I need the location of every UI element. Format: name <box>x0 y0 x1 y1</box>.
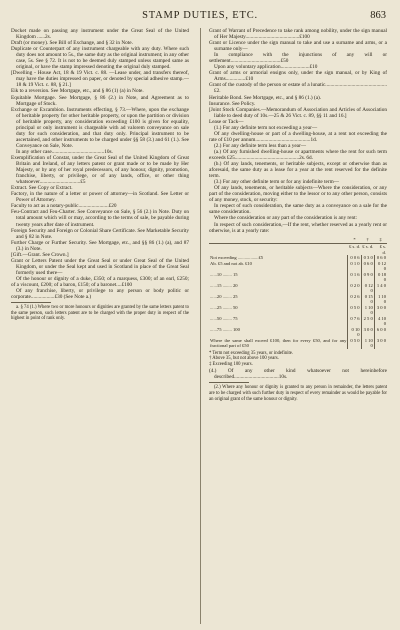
entry: Exemplification of Constat, under the Great Seal of the United Kingdom of Great Britain and Ireland, of any letters patent or grant made or to be made by Her Majesty, or by any of her royal predecessors, of any honour, dignity, promotion, franchise, liberty, or privilege, or of any lands, office, or other thing whatsoever...............................£5 <box>11 154 189 186</box>
row-label: ......10 ........ 15 <box>210 271 238 277</box>
table-row <box>209 338 387 349</box>
cell: 0 9 0 <box>361 272 374 283</box>
entry: In respect of such consideration, the same duty as a conveyance on a sale for the same consideration. <box>209 203 387 216</box>
cell: 0 1 6 <box>348 272 361 283</box>
table-row <box>209 327 387 338</box>
table-row <box>209 316 387 327</box>
entry: (2.) For any definite term less than a year— <box>214 142 306 149</box>
cell: 1 10 0 <box>374 294 387 305</box>
entry: [Dwelling - House Act, 18 & 19 Vict. c. 88. —Lease under, and transfers thereof, may have the duties impressed on paper, or denoted by special adhesive stamp.—18 & 19 Vict. c. 88, § 21.] <box>11 70 189 89</box>
right-column <box>209 28 387 626</box>
cell: 1 4 0 <box>374 283 387 294</box>
table-note: † Above 35, but not above 100 years. <box>209 356 279 362</box>
entry: (b.) Of any lands, tenements, or heritable subjects, except or otherwise than as aforesaid, the same duty as a lease for a year at the rent reserved for the definite term. <box>209 161 387 180</box>
row-label: Where the same shall exceed £100, then for every £50, and for any fractional part of £50 <box>210 337 347 349</box>
entry: Grant of arms or armorial ensigns only, under the sign manual, or by King of Arms...............£10 <box>209 70 387 83</box>
row-label: Ab. £5 and not ab. £10 <box>210 260 252 266</box>
table-row <box>209 261 387 272</box>
entry: Foreign Security and Foreign or Colonial Share Certificate. See Marketable Security and § 82 in Note. <box>11 227 189 240</box>
table-header-row <box>209 236 387 244</box>
entry: Of the honour or dignity of a duke, £350; of a marquess, £300; of an earl, £250; of a viscount, £200; of a baron, £150; of a baronet....£100 <box>11 275 189 288</box>
entry: Extract. See Copy or Extract. <box>11 185 73 192</box>
entry: Factory, in the nature of a letter or power of attorney—in Scotland. See Letter or Power of Attorney. <box>11 191 189 204</box>
left-column <box>11 28 189 626</box>
cell: 0 3 0 <box>361 255 374 261</box>
unit-cell: £ s. d. <box>379 244 386 255</box>
entry: Where the consideration or any part of the consideration is any rent: <box>214 215 358 222</box>
entry: Exchange or Excambion. Instruments effecting, § 73.—Where, upon the exchange of heritable property for other heritable property, or upon the partition or division of heritable property, any consideration exceeding £100 is given for equality, principal or only instrument is chargeable with ad valorem conveyance on sale duty for such consideration, and that duty only. Principal instrument to be ascertained, and other instruments to be charged under §§ 58 (3.) and 61 (1.). See Conveyance on Sale, Note. <box>11 106 189 149</box>
entry: Equitable Mortgage. See Mortgage, § 86 (2.) in Note, and Agreement as to Mortgage of Stock. <box>11 94 189 107</box>
entry: [Joint Stock Companies.—Memorandum of Association and Articles of Association liable to deed duty of 10s.—25 & 26 Vict. c. 89, §§ 11 and 16.] <box>209 106 387 119</box>
entry: Draft (or money). See Bill of Exchange, and § 32 in Note. <box>11 40 133 47</box>
entry: Upon any voluntary application......................£10 <box>214 64 318 71</box>
entry: [Gift.—Grant. See Crown.] <box>11 251 69 258</box>
entry: In any other case........................................10s. <box>16 148 113 155</box>
cell: 4 10 0 <box>374 316 387 327</box>
table-unit-row <box>209 244 387 256</box>
footnote-rule <box>11 302 51 303</box>
entry: Insurance. See Policy. <box>209 100 256 107</box>
cell: 0 12 0 <box>361 283 374 294</box>
entry: Of any dwelling-house or part of a dwelling-house, at a rent not exceeding the rate of £10 per annum..........................................1d. <box>209 130 387 143</box>
cell: 1 10 0 <box>361 305 374 316</box>
footnote: a. § 74 (1.) Where two or more honours or dignities are granted by the same letters patent to the same person, such letters patent are to be charged with the proper duty in respect of the highest in point of rank only. <box>11 305 189 322</box>
row-label: ......75 ........ 100 <box>210 326 240 332</box>
entry: Duplicate or Counterpart of any instrument chargeable with any duty. Where such duty does not amount to 5s., the same duty as the original instrument; in any other case, 5s. See § 72. It is not to be deemed duly stamped unless stamped same as original, or have the stamp impressed denoting the original duly stamped. <box>11 46 189 71</box>
entry: Grant of Warrant of Precedence to take rank among nobility, under the sign manual of Her Majesty.........................................£100 <box>209 28 387 41</box>
entry: Grant or Letters Patent under the Great Seal or under Great Seal of the United Kingdom, or under the Seal kept and used in Scotland in place of the Great Seal formerly used there— <box>11 257 189 276</box>
column-header: † <box>361 236 374 244</box>
entry: Feu-Contract and Feu-Charter. See Conveyance on Sale, § 56 (2.) in Note. Duty on total amount which will or may, according to the terms of sale, be payable during twenty years after date of instrument. <box>11 209 189 228</box>
entry: (1.) For any definite term not exceeding a year— <box>214 124 318 131</box>
entry: (3.) For any other definite term or for any indefinite term— <box>214 179 339 186</box>
cell: 1 10 0 <box>361 338 374 349</box>
cell: 0 6 0 <box>361 261 374 272</box>
entry: Of any franchise, liberty, or privilege to any person or body politic or corporate..................£30 (See Note a.) <box>11 288 189 301</box>
unit-cell: £ s. d. <box>362 244 374 250</box>
table-row <box>209 305 387 316</box>
footnote: (2.) Where any honour or dignity is granted to any person in remainder, the letters patent are to be charged with such further duty in respect of every remainder as would be payable for an original grant of the same honour or dignity. <box>209 385 387 402</box>
table-note: ‡ Exceeding 100 years. <box>209 361 253 367</box>
cell: 0 5 0 <box>348 338 361 349</box>
entry: In compliance with the injunctions of any will or settlement......................................£50 <box>209 52 387 65</box>
entry: In respect of such consideration,—If the rent, whether reserved as a yearly rent or otherwise, is at a yearly rate: <box>209 221 387 234</box>
cell: 0 12 0 <box>374 261 387 272</box>
column-header: ‡ <box>374 236 387 244</box>
row-label: ......50 ........ 75 <box>210 315 238 321</box>
cell: 3 0 0 <box>374 338 387 349</box>
entry: Docket made on passing any instrument under the Great Seal of the United Kingdom ......2s. <box>11 28 189 41</box>
table-row <box>209 272 387 283</box>
cell: 0 2 0 <box>348 283 361 294</box>
footnote-rule <box>209 382 249 383</box>
column-divider <box>200 28 201 624</box>
page-number: 863 <box>370 10 386 21</box>
lease-duty-table <box>209 236 387 349</box>
cell: 3 0 0 <box>374 305 387 316</box>
entry: Lease or Tack— <box>209 118 244 125</box>
entry: Eik to a reversion. See Mortgage, etc., and § 86 (1) (a) in Note. <box>11 88 144 95</box>
cell: 0 6 0 <box>374 255 387 261</box>
entry: Grant of the custody of the person or estate of a lunatic...............................................£2. <box>209 82 387 95</box>
page-title: STAMP DUTIES, ETC. <box>142 10 258 21</box>
entry: (4.) Of any other kind whatsoever not hereinbefore described..................................10s. <box>209 368 387 381</box>
cell: 0 15 0 <box>361 294 374 305</box>
entry: Grant or Licence under the sign manual to take and use a surname and arms, or a surname only— <box>209 40 387 53</box>
entry: (a.) Of any furnished dwelling-house or apartments where the rent for such term exceeds £25.................................................2s. 6d. <box>209 148 387 161</box>
cell: 6 0 0 <box>374 327 387 338</box>
cell: 0 7 6 <box>348 316 361 327</box>
table-note: * Term not exceeding 35 years, or indefinite. <box>209 350 294 356</box>
cell: 3 0 0 <box>361 327 374 338</box>
cell: 2 5 0 <box>361 316 374 327</box>
column-header: * <box>348 236 361 244</box>
entry: Heritable Bond. See Mortgage, etc., and § 86 (1.) (a). <box>209 94 322 101</box>
row-label: ......25 ........ 50 <box>210 304 238 310</box>
entry: Faculty to act as a notary-public.......................£20 <box>11 203 117 210</box>
cell: 0 10 0 <box>348 327 361 338</box>
table-row <box>209 294 387 305</box>
cell: 0 2 6 <box>348 294 361 305</box>
cell: 0 18 0 <box>374 272 387 283</box>
running-header <box>0 10 400 24</box>
cell: 0 1 0 <box>348 261 361 272</box>
entry: Of any lands, tenements, or heritable subjects—Where the consideration, or any part of the consideration, moving either to the lessor or to any other person, consists of any money, stock, or security: <box>209 185 387 204</box>
row-label: Not exceeding ..................£5 <box>210 255 264 261</box>
cell: 0 5 0 <box>348 305 361 316</box>
unit-cell: £ s. d. <box>349 244 361 250</box>
row-label: ......15 ........ 20 <box>210 282 238 288</box>
entry: Further Charge or Further Security. See Mortgage, etc., and §§ 86 (1.) (a), and 87 (3.) in Note. <box>11 239 189 252</box>
row-label: ......20 ........ 25 <box>210 293 238 299</box>
table-row <box>209 283 387 294</box>
cell: 0 0 6 <box>348 255 361 261</box>
